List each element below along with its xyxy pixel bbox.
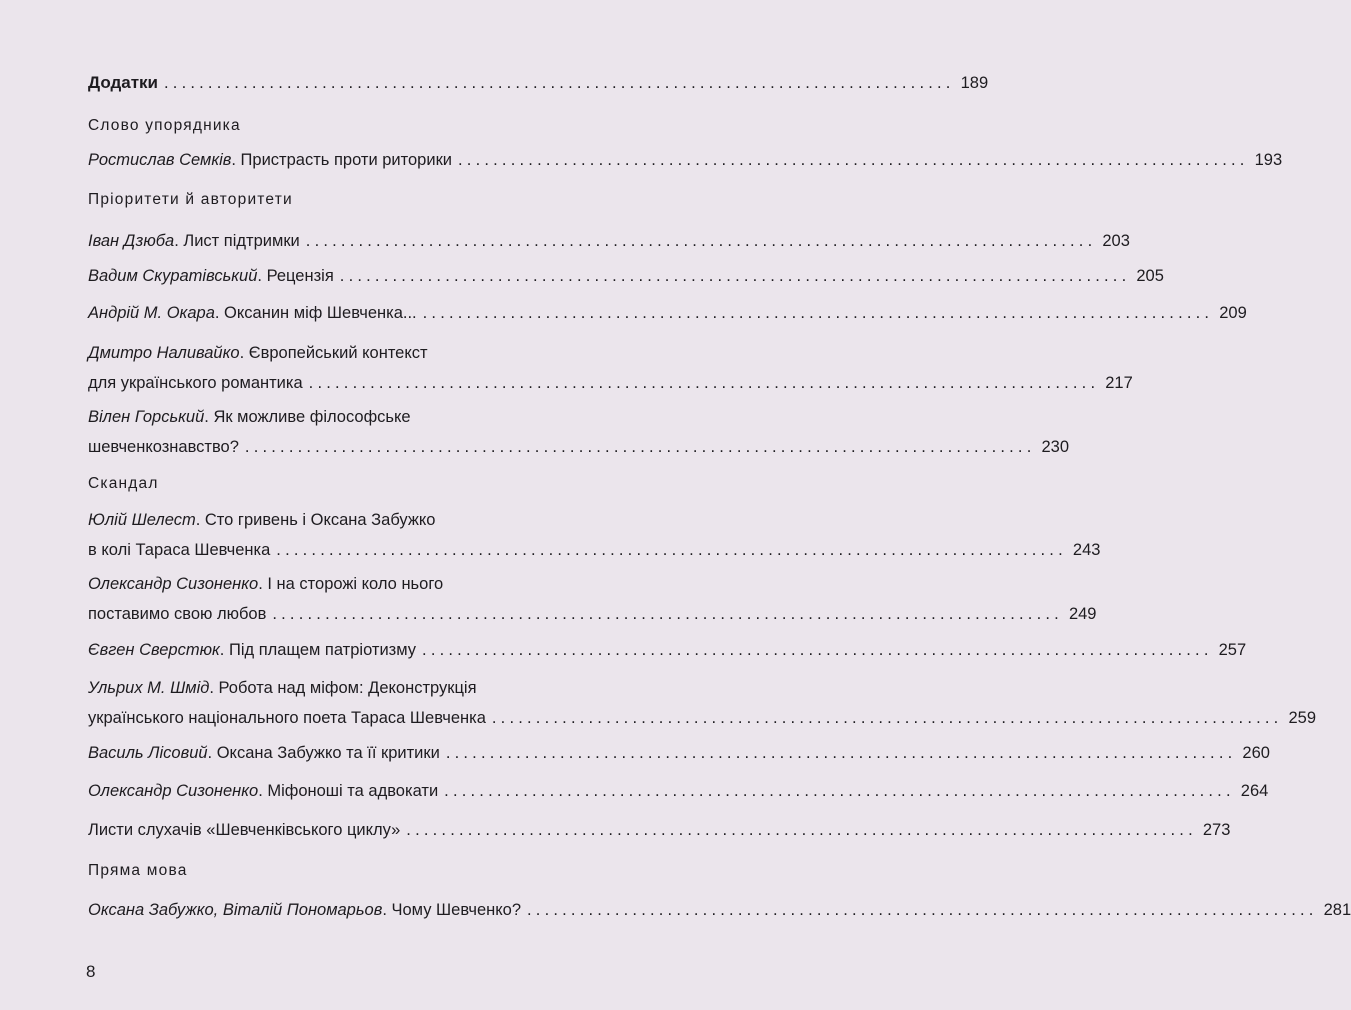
leader-dots: .......................................................................................... (422, 304, 1214, 322)
leader-dots: .......................................................................................... (527, 901, 1318, 919)
entry-title: . Під плащем патріотизму (219, 641, 417, 659)
entry-author: Андрій М. Окара (88, 304, 215, 322)
entry-author: Юлій Шелест (88, 511, 196, 529)
page-ref: 243 (1072, 541, 1101, 559)
toc-entry (88, 505, 1101, 565)
entry-title: . Сто гривень і Оксана Забужко (195, 511, 436, 529)
entry-title-continued: українського національного поета Тараса Шевченка (88, 709, 486, 727)
entry-author: Василь Лісовий (88, 744, 208, 762)
entry-title: . Лист підтримки (174, 232, 300, 250)
page-ref: 209 (1219, 304, 1247, 322)
entry-author: Вадим Скуратівський (88, 267, 258, 285)
entry-author: Олександр Сизоненко (88, 782, 259, 800)
leader-dots: .......................................................................................... (305, 232, 1097, 250)
leader-dots: .......................................................................................... (276, 541, 1067, 559)
toc-entry (88, 298, 1247, 328)
entry-title-continued: поставимо свою любов (88, 605, 267, 623)
leader-dots: .......................................................................................... (422, 641, 1213, 659)
toc-header (88, 68, 989, 98)
leader-dots: .......................................................................................... (164, 74, 955, 92)
leader-dots: .......................................................................................... (491, 709, 1283, 727)
entry-title: Листи слухачів «Шевченківського циклу» (88, 821, 401, 839)
entry-author: Євген Сверстюк (88, 641, 220, 659)
entry-author: Оксана Забужко, Віталій Пономарьов (88, 901, 383, 919)
page-ref: 193 (1254, 151, 1283, 169)
leader-dots: .......................................................................................... (272, 605, 1063, 623)
page-ref: 281 (1323, 901, 1351, 919)
toc-entry (88, 815, 1231, 845)
page-number: 8 (86, 962, 96, 981)
toc-entry (88, 338, 1133, 398)
page-ref: 257 (1218, 641, 1247, 659)
entry-title: . Європейський контекст (239, 344, 428, 362)
page-ref: 203 (1102, 232, 1130, 250)
entry-title: . Рецензія (257, 267, 334, 285)
entry-title: . Оксанин міф Шевченка... (214, 304, 417, 322)
entry-title-continued: в колі Тараса Шевченка (88, 541, 271, 559)
entry-title-continued: для українського романтика (88, 374, 303, 392)
entry-author: Вілен Горський (88, 408, 205, 426)
toc-entry (88, 776, 1269, 806)
leader-dots: .......................................................................................... (444, 782, 1235, 800)
appendix-title: Додатки (88, 73, 159, 92)
entry-author: Дмитро Наливайко (88, 344, 240, 362)
toc-entry (88, 635, 1247, 665)
page-ref: 259 (1288, 709, 1317, 727)
entry-title: . Пристрасть проти риторики (231, 151, 453, 169)
toc-entry (88, 895, 1351, 925)
leader-dots: .......................................................................................... (458, 151, 1249, 169)
entry-title: . Як можливе філософське (204, 408, 411, 426)
page-ref: 189 (960, 74, 989, 92)
section-heading: Слово упорядника (88, 117, 241, 134)
toc-entry (88, 402, 1070, 462)
page-ref: 273 (1202, 821, 1231, 839)
entry-title: . Міфоноші та адвокати (258, 782, 439, 800)
entry-title: . Чому Шевченко? (382, 901, 521, 919)
entry-title-continued: шевченкознавство? (88, 438, 239, 456)
toc-entry (88, 738, 1270, 768)
toc-entry (88, 226, 1130, 256)
section-heading: Скандал (88, 475, 159, 492)
leader-dots: .......................................................................................... (445, 744, 1237, 762)
leader-dots: .......................................................................................... (244, 438, 1036, 456)
entry-author: Іван Дзюба (88, 232, 175, 250)
page-ref: 264 (1240, 782, 1269, 800)
entry-title: . Робота над міфом: Деконструкція (209, 679, 477, 697)
entry-title: . Оксана Забужко та її критики (207, 744, 440, 762)
page-ref: 205 (1136, 267, 1164, 285)
toc-entry (88, 569, 1097, 629)
section-heading: Пряма мова (88, 862, 188, 879)
entry-author: Ульрих М. Шмід (88, 679, 210, 697)
leader-dots: .......................................................................................... (406, 821, 1197, 839)
page-ref: 230 (1041, 438, 1070, 456)
entry-author: Олександр Сизоненко (88, 575, 259, 593)
entry-author: Ростислав Семків (88, 151, 232, 169)
entry-title: . І на сторожі коло нього (258, 575, 444, 593)
toc-entry (88, 261, 1164, 291)
leader-dots: .......................................................................................... (308, 374, 1100, 392)
page-ref: 217 (1105, 374, 1133, 392)
leader-dots: .......................................................................................... (339, 267, 1131, 285)
page-ref: 260 (1242, 744, 1270, 762)
toc-entry (88, 145, 1283, 175)
toc-entry (88, 673, 1317, 733)
page-ref: 249 (1068, 605, 1097, 623)
section-heading: Пріоритети й авторитети (88, 191, 293, 208)
